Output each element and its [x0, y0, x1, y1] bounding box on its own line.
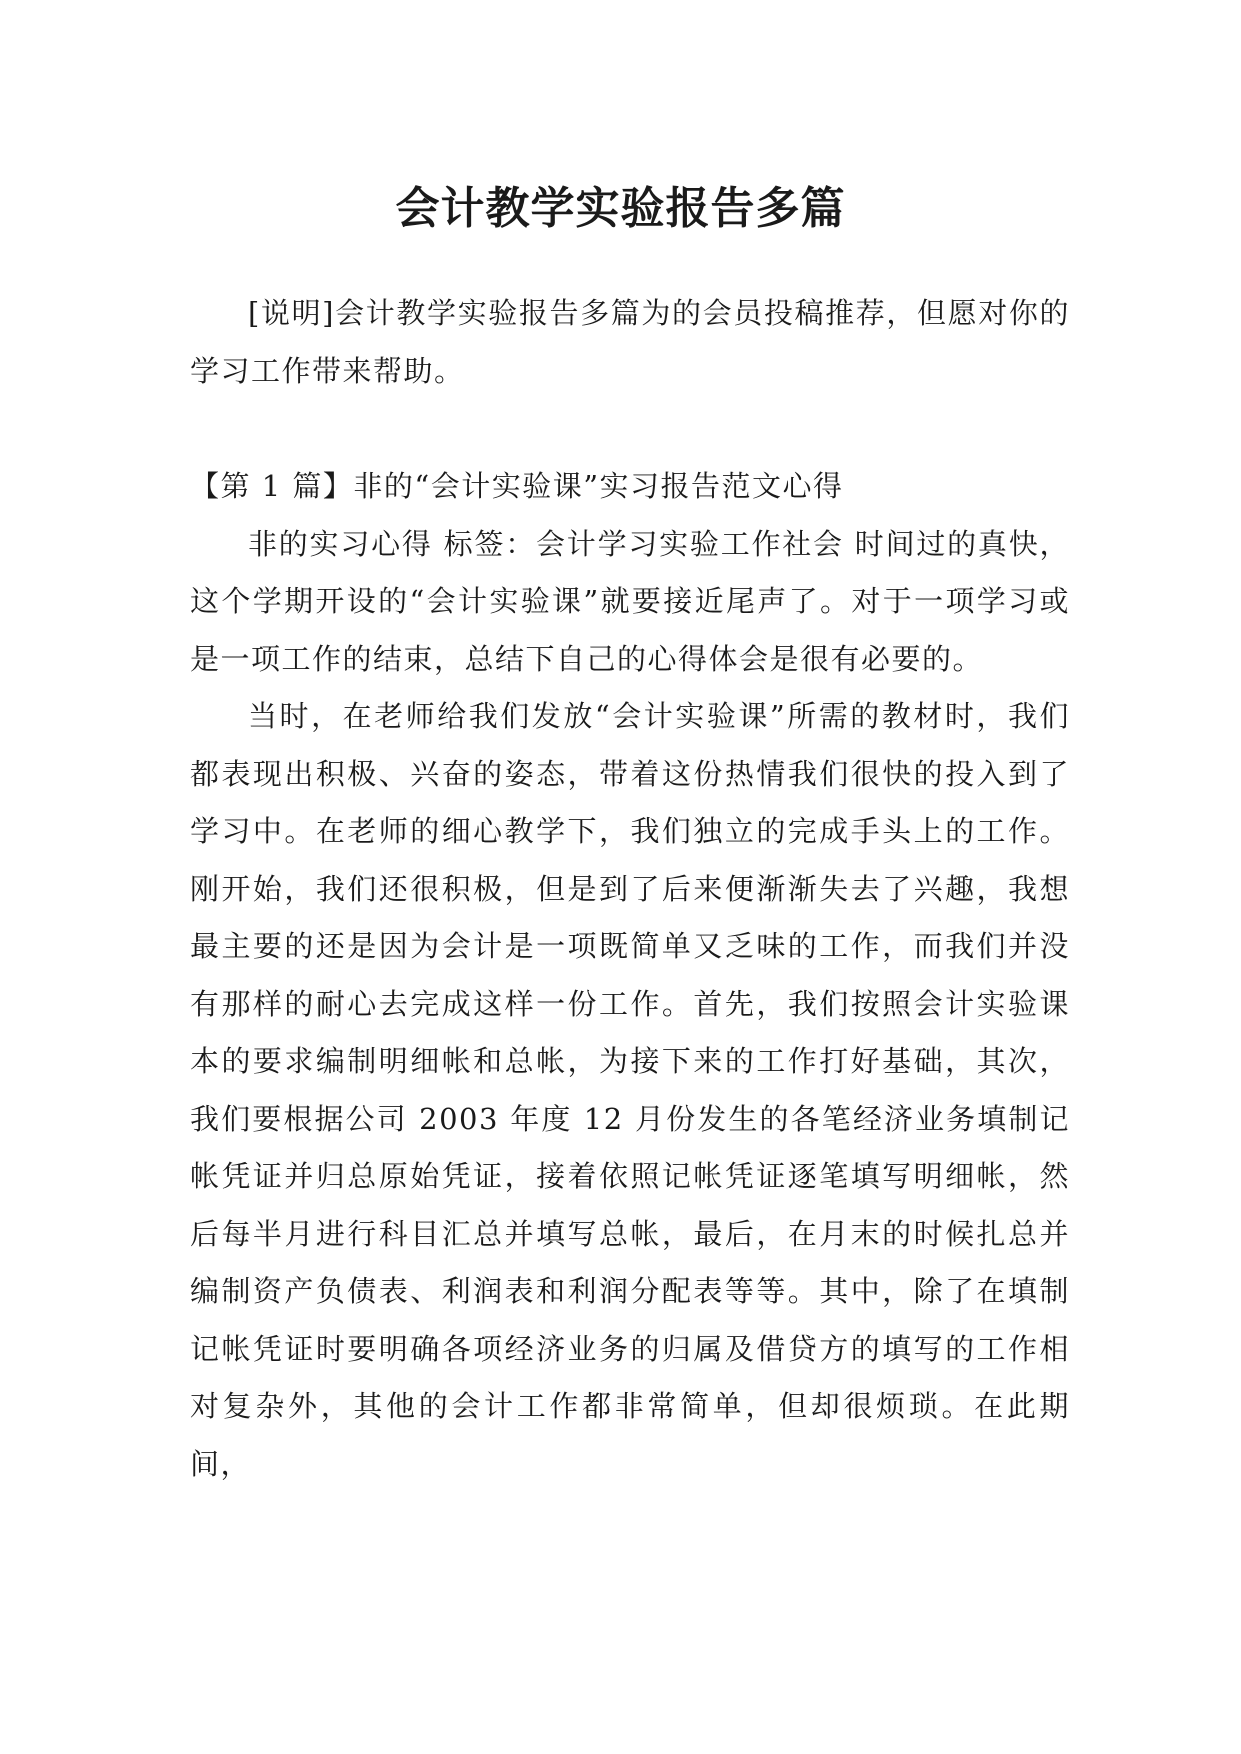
document-body	[190, 285, 1070, 1493]
body-paragraph-2: 当时，在老师给我们发放“会计实验课”所需的教材时，我们都表现出积极、兴奋的姿态，带着这份热情我们很快的投入到了学习中。在老师的细心教学下，我们独立的完成手头上的工作。刚开始，我们还很积极，但是到了后来便渐渐失去了兴趣，我想最主要的还是因为会计是一项既简单又乏味的工作，而我们并没有那样的耐心去完成这样一份工作。首先，我们按照会计实验课本的要求编制明细帐和总帐，为接下来的工作打好基础，其次，我们要根据公司 2003 年度 12 月份发生的各笔经济业务填制记帐凭证并归总原始凭证，接着依照记帐凭证逐笔填写明细帐，然后每半月进行科目汇总并填写总帐，最后，在月末的时候扎总并编制资产负债表、利润表和利润分配表等等。其中，除了在填制记帐凭证时要明确各项经济业务的归属及借贷方的填写的工作相对复杂外，其他的会计工作都非常简单，但却很烦琐。在此期间，	[190, 699, 1070, 1481]
body-paragraph-1: 非的实习心得 标签：会计学习实验工作社会 时间过的真快，这个学期开设的“会计实验课”就要接近尾声了。对于一项学习或是一项工作的结束，总结下自己的心得体会是很有必要的。	[190, 526, 1070, 676]
section-heading: 【第 1 篇】非的“会计实验课”实习报告范文心得	[190, 469, 844, 503]
intro-paragraph: [说明]会计教学实验报告多篇为的会员投稿推荐，但愿对你的学习工作带来帮助。	[190, 296, 1070, 388]
blank-line	[190, 400, 1070, 458]
document-title: 会计教学实验报告多篇	[395, 183, 846, 235]
